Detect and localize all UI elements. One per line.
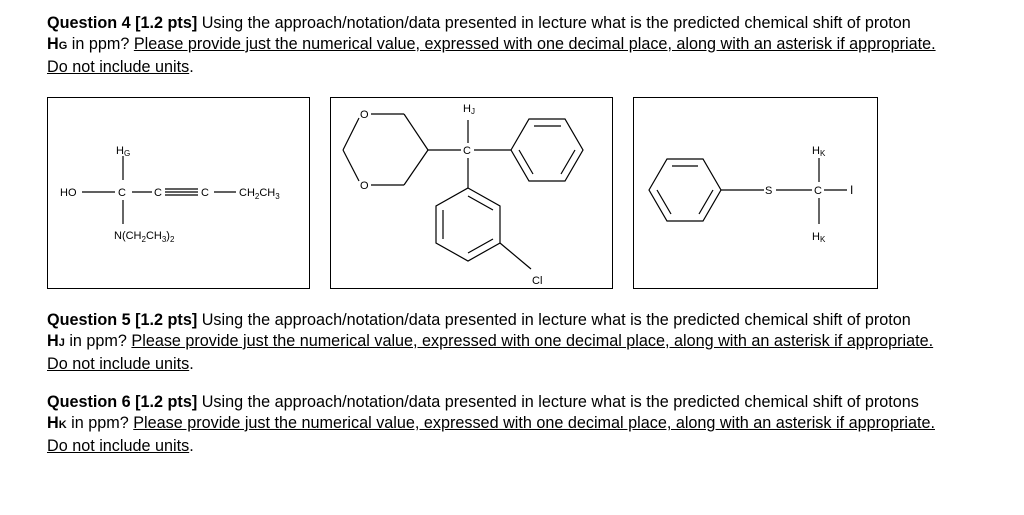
- question-6-text: Using the approach/notation/data presented in lecture what is the predicted chemical shift of protons: [197, 393, 919, 411]
- question-4: Question 4 [1.2 pts] Using the approach/notation/data presented in lecture what is the predicted chemical shift of proton HG in ppm? Please provide just the numerical value, expressed with one decimal place, along with an asterisk if appropriate. Do not include units.: [47, 14, 936, 76]
- hj-label: HJ: [463, 103, 475, 116]
- question-5-text-2: in ppm?: [64, 332, 132, 350]
- question-4-proton: HG: [47, 35, 68, 53]
- iodine-label: I: [850, 183, 854, 197]
- question-4-text: Using the approach/notation/data presented in lecture what is the predicted chemical shift of proton: [197, 14, 911, 32]
- chlorine-label: Cl: [532, 275, 543, 287]
- question-4-units-note: Do not include units: [47, 58, 190, 76]
- ethyl-label: $CH_2CH_3$: [239, 187, 280, 201]
- amine-label: $N(CH_2CH_3)_2$: [114, 230, 175, 244]
- c1-label: C: [118, 187, 126, 199]
- question-5-heading: Question 5 [1.2 pts]: [47, 311, 198, 329]
- oxygen-1-label: O: [360, 109, 369, 121]
- question-5-proton: HJ: [47, 332, 65, 350]
- structure-1-diagram: [48, 98, 309, 288]
- hk-bottom-label: HK: [812, 231, 826, 244]
- question-4-text-2: in ppm?: [67, 35, 134, 53]
- question-5-instruction: Please provide just the numerical value, expressed with one decimal place, along with an asterisk if appropriate.: [131, 332, 934, 350]
- question-6-units-note: Do not include units: [47, 437, 190, 455]
- question-6-text-2: in ppm?: [66, 414, 134, 432]
- hk-top-label: HK: [812, 145, 826, 158]
- structure-2-box: [330, 97, 613, 289]
- question-5: Question 5 [1.2 pts] Using the approach/notation/data presented in lecture what is the predicted chemical shift of proton HJ in ppm? Please provide just the numerical value, expressed with one decimal place, along with an asterisk if appropriate. Do not include units.: [47, 311, 934, 373]
- question-6: Question 6 [1.2 pts] Using the approach/notation/data presented in lecture what is the predicted chemical shift of protons HK in ppm? Please provide just the numerical value, expressed with one decimal place, along with an asterisk if appropriate. Do not include units.: [47, 393, 935, 455]
- structure-3-box: [633, 97, 878, 289]
- sulfur-label: S: [765, 185, 773, 197]
- structure-3-diagram: [634, 98, 877, 288]
- c2-label: C: [154, 187, 162, 199]
- question-4-heading: Question 4 [1.2 pts]: [47, 14, 198, 32]
- oxygen-2-label: O: [360, 180, 369, 192]
- question-6-heading: Question 6 [1.2 pts]: [47, 393, 198, 411]
- structure-1-box: [47, 97, 310, 289]
- question-5-units-note: Do not include units: [47, 355, 190, 373]
- central-carbon-label: C: [463, 145, 471, 157]
- carbon-label: C: [814, 185, 822, 197]
- question-4-instruction: Please provide just the numerical value, expressed with one decimal place, along with an asterisk if appropriate.: [133, 35, 936, 53]
- c3-label: C: [201, 187, 209, 199]
- structure-2-diagram: [331, 98, 612, 288]
- hg-label: HG: [116, 145, 131, 158]
- question-6-instruction: Please provide just the numerical value, expressed with one decimal place, along with an asterisk if appropriate.: [133, 414, 935, 432]
- ho-label: HO: [60, 187, 77, 199]
- question-6-proton: HK: [47, 414, 67, 432]
- question-5-text: Using the approach/notation/data presented in lecture what is the predicted chemical shift of proton: [197, 311, 911, 329]
